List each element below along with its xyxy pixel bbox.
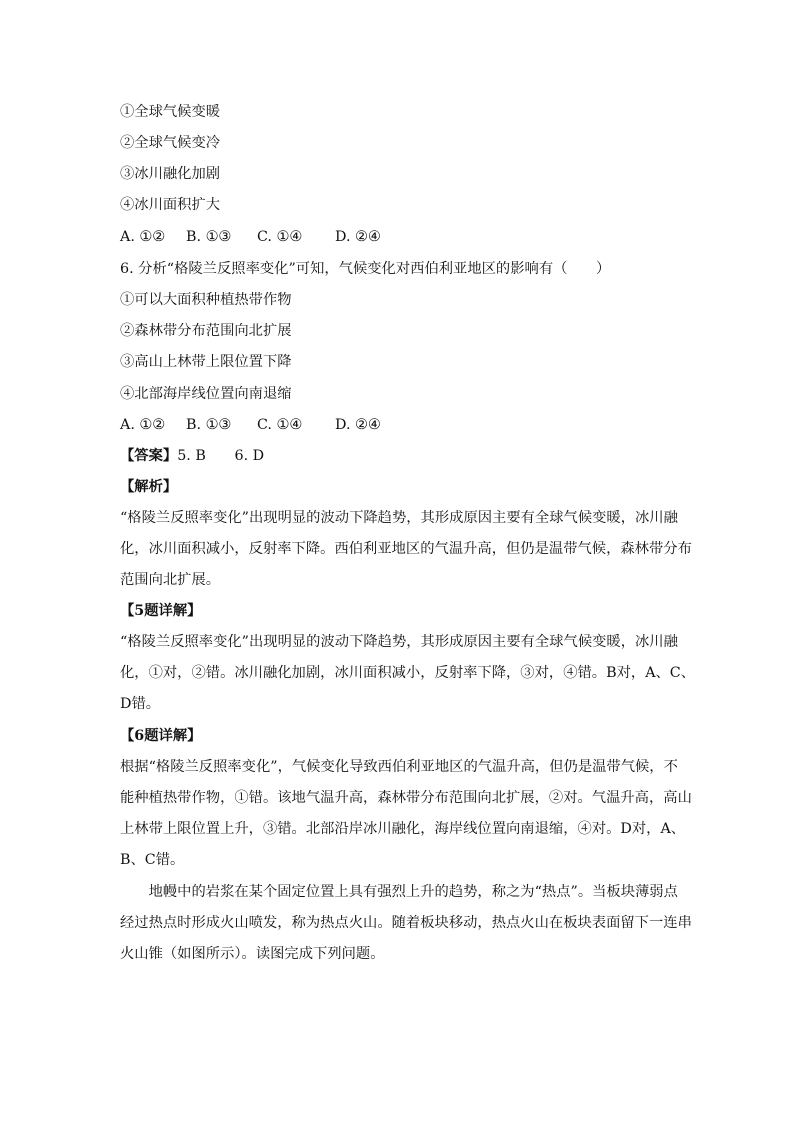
q5-option-4: ④冰川面积扩大 [120,197,221,213]
q6-choices [120,415,381,435]
hotspot-paragraph [120,877,692,970]
q5-option-2: ②全球气候变冷 [120,135,221,151]
q6-choice-a: A. ①② [120,417,166,433]
q6-option-4: ④北部海岸线位置向南退缩 [120,386,292,402]
q5-choices [120,227,381,247]
detail6-paragraph [120,752,692,876]
q6-choice-c: C. ①④ [257,417,303,433]
detail6-line: 根据“格陵兰反照率变化”，气候变化导致西伯利亚地区的气温升高，但仍是温带气候，不 [120,759,678,775]
analysis-line: “格陵兰反照率变化”出现明显的波动下降趋势，其形成原因主要有全球气候变暖，冰川融 [120,510,678,526]
q5-choice-c: C. ①④ [257,229,303,245]
q5-option-1: ①全球气候变暖 [120,104,221,120]
detail6-line: 上林带上限位置上升，③错。北部沿岸冰川融化，海岸线位置向南退缩，④对。D对，A、 [120,821,686,837]
detail5-line: 化，①对，②错。冰川融化加剧，冰川面积减小，反射率下降，③对，④错。B对，A、C、 [120,665,696,681]
hotspot-line: 经过热点时形成火山喷发，称为热点火山。随着板块移动，热点火山在板块表面留下一连串 [120,915,692,931]
detail5-line: “格陵兰反照率变化”出现明显的波动下降趋势，其形成原因主要有全球气候变暖，冰川融 [120,634,678,650]
answer-label: 【答案】 [120,448,178,464]
q6-option-3: ③高山上林带上限位置下降 [120,354,292,370]
q6-choice-d: D. ②④ [335,417,381,433]
hotspot-line: 地幔中的岩浆在某个固定位置上具有强烈上升的趋势，称之为“热点”。当板块薄弱点 [120,884,678,900]
analysis-line: 化，冰川面积减小，反射率下降。西伯利亚地区的气温升高，但仍是温带气候，森林带分布 [120,541,692,557]
hotspot-line: 火山锥（如图所示）。读图完成下列问题。 [120,946,385,962]
detail6-line: 能种植热带作物，①错。该地气温升高，森林带分布范围向北扩展，②对。气温升高，高山 [120,790,692,806]
q5-option-3: ③冰川融化加剧 [120,166,221,182]
answer-text: 5. B 6. D [177,448,265,464]
q6-stem: 6. 分析“格陵兰反照率变化”可知，气候变化对西伯利亚地区的影响有（ ） [120,261,611,277]
q6-choice-b: B. ①③ [186,417,232,433]
q6-option-1: ①可以大面积种植热带作物 [120,292,292,308]
detail5-label: 【5题详解】 [120,603,202,619]
q5-choice-d: D. ②④ [335,229,381,245]
analysis-label: 【解析】 [120,479,178,495]
detail5-line: D错。 [120,696,161,712]
detail5-paragraph [120,627,696,720]
q5-choice-b: B. ①③ [186,229,232,245]
detail6-label: 【6题详解】 [120,728,202,744]
analysis-paragraph [120,503,692,596]
q6-option-2: ②森林带分布范围向北扩展 [120,323,292,339]
answer-line [120,446,264,466]
detail6-line: B、C错。 [120,852,185,868]
analysis-line: 范围向北扩展。 [120,572,221,588]
q5-choice-a: A. ①② [120,229,166,245]
